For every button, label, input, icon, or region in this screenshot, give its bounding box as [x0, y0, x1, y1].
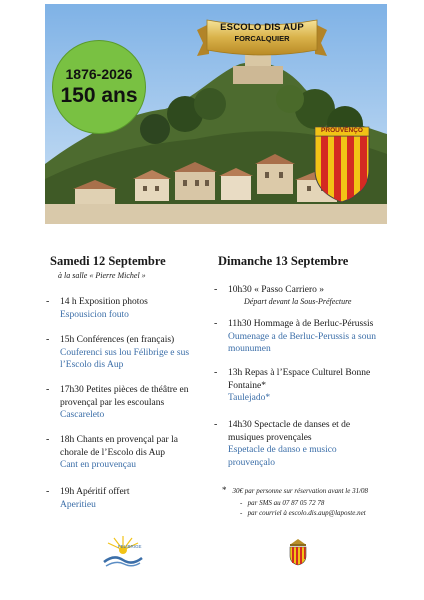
item-oc: Taulejado*	[228, 393, 271, 403]
item-fr: 10h30 « Passo Carriero »	[228, 285, 325, 295]
saturday-item: - 17h30 Petites pièces de théâtre en provençal par les escoulans Cascareleto	[46, 384, 208, 422]
item-fr: 19h Apéritif offert	[60, 487, 130, 497]
sunday-item: - 14h30 Spectacle de danses et de musiques provençales Espetacle de danso e musico prouvençalo	[214, 419, 384, 469]
reservation-star: *	[222, 485, 227, 495]
saturday-title: Samedi 12 Septembre	[50, 254, 166, 268]
sunday-title: Dimanche 13 Septembre	[218, 254, 349, 268]
item-fr: 14h30 Spectacle de danses et de musiques provençales	[228, 420, 351, 443]
banner-subtitle: FORCALQUIER	[234, 34, 290, 43]
item-oc: Cascareleto	[60, 410, 105, 420]
item-oc: Aperitieu	[60, 499, 96, 510]
item-oc: Cant en prouvençau	[60, 460, 136, 470]
provence-shield-icon	[313, 126, 371, 204]
item-fr: 13h Repas à l’Espace Culturel Bonne Fontaine*	[228, 368, 371, 391]
item-oc: Espetacle de danso e musico prouvençalo	[228, 445, 337, 468]
reservation-mail: - par courriel à escolo.dis.aup@laposte.net	[240, 509, 366, 517]
sunday-item: - 10h30 « Passo Carriero » Départ devant la Sous-Préfecture	[214, 284, 384, 306]
item-oc: Espousicion fouto	[60, 309, 129, 320]
saturday-item: - 18h Chants en provençal par la chorale de l’Escolo dis Aup Cant en prouvençau	[46, 434, 208, 472]
item-fr: 17h30 Petites pièces de théâtre en provençal par les escoulans	[60, 385, 189, 408]
item-fr: 18h Chants en provençal par la chorale de l’Escolo dis Aup	[60, 435, 178, 458]
sunday-item: - 11h30 Hommage à de Berluc-Pérussis Oumenage a de Berluc-Perussis a soun mounumen	[214, 318, 384, 356]
item-fr: 11h30 Hommage à de Berluc-Pérussis	[228, 319, 374, 329]
reservation-sms: - par SMS au 07 87 05 72 78	[240, 499, 325, 507]
item-oc: Couferenci sus lou Félibrige e sus l’Escolo dis Aup	[60, 347, 190, 370]
mail-line: par courriel à escolo.dis.aup@laposte.net	[247, 509, 366, 517]
item-fr: 14 h Exposition photos	[60, 297, 148, 307]
saturday-item: - 19h Apéritif offert Aperitieu	[46, 486, 208, 511]
banner-title: ESCOLO DIS AUP	[220, 22, 304, 33]
reservation-price: 30€ par personne sur réservation avant le 31/08	[232, 487, 369, 495]
sms-line: par SMS au 07 87 05 72 78	[247, 499, 325, 507]
item-fr: 15h Conférences (en français)	[60, 335, 175, 345]
sunday-item: - 13h Repas à l’Espace Culturel Bonne Fontaine* Taulejado*	[214, 367, 384, 405]
felibrige-logo-text: FELIBRIGE	[118, 544, 142, 549]
saturday-venue: à la salle « Pierre Michel »	[58, 271, 146, 280]
saturday-item: - 15h Conférences (en français) Couferenci sus lou Félibrige e sus l’Escolo dis Aup	[46, 334, 208, 372]
coat-of-arms-icon	[287, 538, 309, 566]
shield-label: PROUVÈNÇO	[321, 127, 363, 134]
anniversary-label: 150 ans	[60, 84, 138, 107]
banner-text	[197, 22, 327, 43]
item-oc: Oumenage a de Berluc-Perussis a soun mounumen	[228, 331, 377, 354]
saturday-item: - 14 h Exposition photos Espousicion fouto	[46, 296, 206, 321]
anniversary-badge	[52, 40, 146, 134]
item-note: Départ devant la Sous-Préfecture	[244, 296, 352, 306]
years-label: 1876-2026	[65, 66, 133, 82]
felibrige-logo-icon	[100, 534, 146, 568]
